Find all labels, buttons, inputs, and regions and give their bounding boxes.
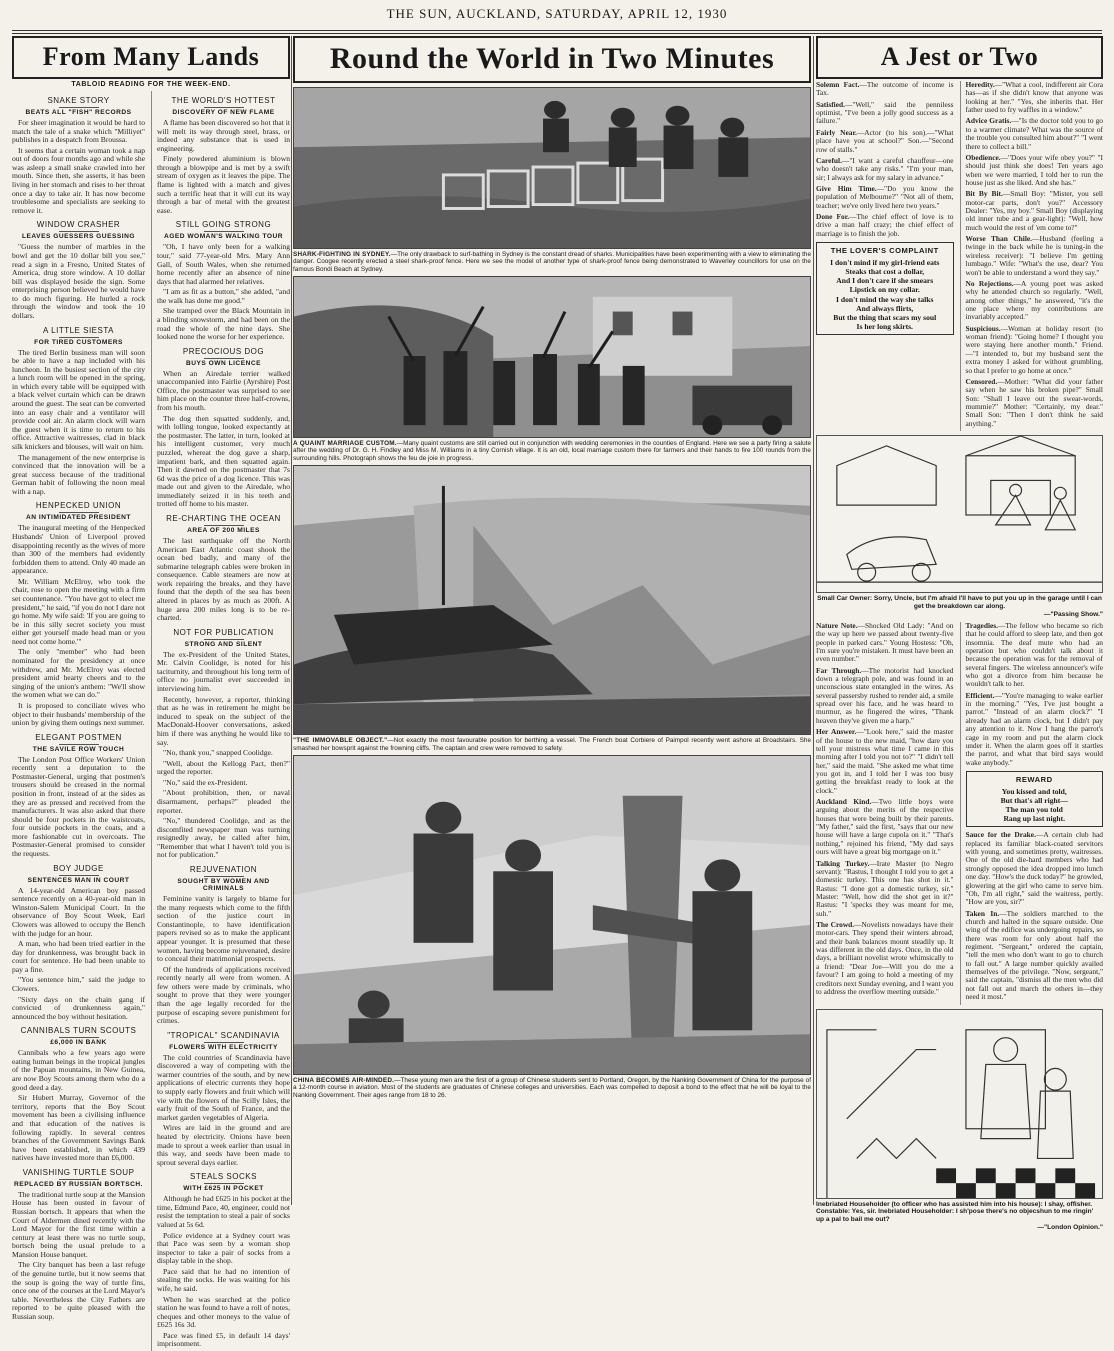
- joke-item: [816, 129, 954, 154]
- cartoon-credit-london-opinion: —"London Opinion.": [1037, 1224, 1103, 1232]
- joke-title: No Rejections.: [965, 278, 1014, 288]
- joke-item: [816, 921, 954, 996]
- story-paragraph: A flame has been discovered so hot that it will melt its way through steel, brass, or indeed any substance that is used in engineering.: [157, 118, 290, 153]
- reward-line: Rang up last night.: [1003, 814, 1066, 824]
- joke-title: Suspicious.: [965, 323, 1001, 333]
- joke-title: Advice Gratis.: [965, 116, 1012, 126]
- poem-title-reward: REWARD: [1015, 774, 1053, 784]
- story-paragraph: When he was searched at the police station he was found to have a roll of notes, cheques and other moneys to the value of £625 16s 3d.: [157, 1294, 290, 1330]
- story-paragraph: Of the hundreds of applications received recently nearly all were from women. A few others were made by criminals, who sought to prove that they were younger than the age legally recorded for the purpose of escaping severe punishment for crimes.: [157, 964, 290, 1026]
- joke-title: Satisfied.: [816, 99, 845, 109]
- story-paragraph: It seems that a certain woman took a nap out of doors four months ago and while she was asleep a small snake crawled into her mouth. Since then, she asserts, it has been living in her stomach and rises to her throat once a day to take air. It has now become troublesome and specialists are seeking to remove it.: [12, 145, 145, 215]
- joke-title: Solemn Fact.: [816, 80, 860, 89]
- joke-body: —"Is the doctor told you to go to a warmer climate? What was the source of the trouble you consulted him about?" "I went there to collect a bill.": [965, 116, 1103, 151]
- story-headline: SNAKE STORY: [12, 96, 145, 108]
- story-paragraph: Although he had £625 in his pocket at the time, Edmund Pace, 40, engineer, could not resist the temptation to steal a pair of socks valued at 5s 6d.: [157, 1194, 290, 1229]
- right-subcolumn-2-bottom: [960, 622, 1104, 1005]
- story-paragraph: "About prohibition, then, or naval disarmament, perhaps?" pleaded the reporter.: [157, 788, 290, 815]
- story-deck: BUYS OWN LICENCE: [185, 359, 262, 367]
- joke-item: [816, 213, 954, 238]
- story-headline: STEALS SOCKS: [157, 1172, 290, 1184]
- joke-body: —A certain club had replaced its familiar black-coated servitors with young, and sometimes pretty, waitresses. One of the old die-hard members who had strongly opposed the idea dropped into lunch one day. "How's the duck today?" he growled, glowering at the girl who came to serve him. "Oh, I'm all right," said the waitress, pertly. "How are you, sir?": [965, 830, 1103, 907]
- joke-item: [966, 235, 1104, 277]
- joke-item: [966, 378, 1104, 428]
- section-subtitle: TABLOID READING FOR THE WEEK-END.: [71, 81, 231, 88]
- joke-body: —"Does your wife obey you?" "I should just think she does! Ten years ago when we were married, I told her to run the house just as she liked. And she has.": [965, 152, 1103, 187]
- story-deck: DISCOVERY OF NEW FLAME: [172, 109, 275, 116]
- poem-line: I don't mind if my girl-friend eats: [830, 258, 940, 268]
- column-rule-left: [291, 36, 292, 1205]
- joke-title: Her Answer.: [816, 727, 857, 737]
- photo-china-air-minded: [293, 755, 811, 1075]
- story-headline: RE-CHARTING THE OCEAN: [157, 514, 290, 526]
- story-deck: THE SAVILE ROW TOUCH: [32, 745, 125, 753]
- poem-line: Steaks that cost a dollar,: [845, 267, 925, 277]
- joke-title: Done For.: [816, 212, 850, 222]
- joke-body: —The outcome of income is Tax.: [816, 80, 954, 98]
- joke-item: [816, 101, 954, 126]
- jest-or-two-section: [816, 36, 1104, 1232]
- joke-item: [966, 831, 1104, 906]
- joke-item: [816, 157, 954, 182]
- story-deck: LEAVES GUESSERS GUESSING: [21, 233, 135, 241]
- joke-title: Bit By Bit.: [965, 189, 1003, 199]
- joke-title: Worse Than Chile.: [965, 234, 1033, 244]
- reward-line: But that's all right—: [1000, 796, 1068, 806]
- story-paragraph: The ex-President of the United States, Mr. Calvin Coolidge, is noted for his taciturnity, and throughout his long term of office no journalist ever succeeded in interviewing him.: [157, 649, 290, 694]
- story-paragraph: A 14-year-old American boy passed sentence recently on a 40-year-old man in Winston-Salem Municipal Court. In the observance of Boy Scout Week, Earl Clowers was allowed to occupy the Bench with the judge for an hour.: [12, 885, 145, 938]
- left-subcolumn-2: [151, 91, 290, 1351]
- story-headline: REJUVENATION: [157, 865, 290, 877]
- story-paragraph: Pace was fined £5, in default 14 days' imprisonment.: [157, 1330, 290, 1349]
- story-paragraph: When an Airedale terrier walked unaccompanied into Fairlie (Ayrshire) Post Office, the postmaster was surprised to see him place on the counter three half-crowns, from his mouth.: [157, 368, 290, 413]
- story-headline: ELEGANT POSTMEN: [12, 733, 145, 745]
- caption-immovable-object: "THE IMMOVABLE OBJECT."—Not exactly the most favourable position for berthing a vessel. The French boat Corbiere of Paimpol recently went ashore at Broadstairs. She smashed her bowsprit against the frowning cliffs. The captain and crew were removed to safety.: [293, 737, 811, 752]
- story-deck: FLOWERS WITH ELECTRICITY: [169, 1043, 278, 1051]
- story-headline: STILL GOING STRONG: [157, 220, 290, 232]
- cartoon-caption-small-car: Small Car Owner: Sorry, Uncle, but I'm afraid I'll have to put you up in the garage until I can get the breakdown car along.: [817, 595, 1102, 610]
- joke-body: —The motorist had knocked down a telegraph pole, and was found in an unconscious state entangled in the wires. As several passersby rushed to render aid, a smile spread over his face, and he was heard to murmur, as he fingered the wires, "Thank heaven they've given me a harp.": [816, 665, 954, 725]
- round-the-world-section: [293, 36, 811, 1205]
- story-paragraph: A man, who had been tried earlier in the day for drunkenness, was brought back in court for sentence. He had been unable to pay a fine.: [12, 939, 145, 974]
- story-deck: SOUGHT BY WOMEN AND CRIMINALS: [177, 878, 270, 893]
- joke-body: —Woman at holiday resort (to woman friend): "Going home? I thought you were staying here another month." Friend.—"I intended to, but my husband sent the extra money I asked for without grumbling, so that I prefer to go home at once.": [965, 323, 1103, 375]
- story-paragraph: She tramped over the Black Mountain in a blinding snowstorm, and had been on the road the whole of the nine days. She looked none the worse for her experience.: [157, 306, 290, 342]
- joke-title: Censored.: [965, 376, 998, 386]
- joke-item: [966, 190, 1104, 232]
- story-headline: THE WORLD'S HOTTEST: [157, 96, 290, 108]
- right-subcolumn-1-top: [816, 81, 954, 431]
- story-headline: BOY JUDGE: [12, 864, 145, 876]
- story-headline: NOT FOR PUBLICATION: [157, 628, 290, 640]
- left-subcolumn-1: [12, 91, 145, 1351]
- joke-body: —"You're managing to wake earlier in the morning." "Yes, I've just bought a parrot." "Instead of an alarm clock?" "I already had an alarm clock, but I didn't pay any attention to it. Now I hang the parrot's cage in my room and put the alarm clock under it. When the alarm goes off it startles the parrot, and what that bird says would wake anybody.": [965, 690, 1103, 767]
- story-paragraph: The traditional turtle soup at the Mansion House has been ousted in favour of Russian bortsch. It appears that when the Court of Aldermen dined recently with the Lord Mayor for the first time within a century at least there was no turtle soup, bortsch being the usual prelude to a Mansion House banquet.: [12, 1189, 145, 1259]
- joke-item: [816, 728, 954, 795]
- joke-item: [816, 798, 954, 857]
- right-subcolumn-1-bottom: [816, 622, 954, 1005]
- caption-china-air-minded: CHINA BECOMES AIR-MINDED.—These young men are the first of a group of Chinese students sent to Portland, Oregon, by the Nanking Government of China for the purpose of a 12-month course in aviation. Most of the students are graduates of Chinese colleges and universities. Each was compelled to deposit a bond to the effect that he will be loyal to the Nanking Government. Their ages range from 18 to 26.: [293, 1076, 811, 1099]
- story-paragraph: Recently, however, a reporter, thinking that as he was in retirement he might be induced to speak on the subject of the MacDonald-Hoover conversations, asked him if there was anything he would like to say.: [157, 694, 290, 747]
- section-title-jest-or-two: A Jest or Two: [816, 36, 1103, 79]
- photo-marriage-custom: [293, 276, 811, 438]
- poem-line: But the thing that scars my soul: [833, 312, 937, 322]
- poem-line: And I don't care if she smears: [836, 276, 934, 286]
- story-headline: PRECOCIOUS DOG: [157, 347, 290, 359]
- joke-title: Obedience.: [965, 152, 1001, 162]
- story-paragraph: The tired Berlin business man will soon be able to have a nap included with his luncheon. In the busiest section of the city a lunch room will be opened in the spring, in which every table will be equipped with a black velvet curtain which can be drawn around the guest. The seat can be converted into an easy chair and a ventilator will provide cool air. An alarm clock will warn the guest when it is time to return to his office. Attractive waitresses, clad in black silk knickers and blouses, will wait on him.: [12, 347, 145, 451]
- joke-body: —"Well," said the penniless optimist, "I've been a jolly good success as a failure.": [816, 99, 954, 126]
- section-title-round-the-world: Round the World in Two Minutes: [293, 36, 811, 83]
- joke-title: Tragedies.: [965, 620, 998, 630]
- story-paragraph: "You sentence him," said the judge to Clowers.: [12, 975, 145, 993]
- masthead-rule: [12, 30, 1102, 31]
- story-paragraph: "No," thundered Coolidge, and as the discomfited newspaper man was turning resignedly away, he called after him, "Remember that what I haven't told you is not for publication.": [157, 816, 290, 860]
- joke-item: [816, 667, 954, 726]
- story-paragraph: Finely powdered aluminium is blown through a blowpipe and is met by a swift stream of oxygen as it leaves the pipe. The flame is lighted with a match and gives such a terrific heat that it will cut its way through a bar of metal with the greatest ease.: [157, 154, 290, 215]
- joke-item: [966, 154, 1104, 187]
- story-deck: SENTENCES MAN IN COURT: [27, 876, 130, 884]
- joke-body: —Small Boy: "Mister, you sell motor-car parts, don't you?" Accessory Dealer: "Yes, my boy." Small Boy (displaying old inner tube and a gear-light): "Well, how much would the rest of 'em come to?": [965, 189, 1103, 232]
- joke-title: The Crowd.: [816, 920, 855, 930]
- story-headline: HENPECKED UNION: [12, 501, 145, 513]
- story-paragraph: "Sixty days on the chain gang if convicted of drunkenness again," announced the boy without hesitation.: [12, 994, 145, 1021]
- story-headline: WINDOW CRASHER: [12, 220, 145, 232]
- story-deck: REPLACED BY RUSSIAN BORTSCH.: [14, 1180, 143, 1188]
- story-paragraph: Wires are laid in the ground and are heated by electricity. Onions have been made to sprout a week earlier than usual in this way, and seeds have been made to sprout several days earlier.: [157, 1123, 290, 1167]
- joke-body: —Novelists nowadays have their motor-cars. They spend their winters abroad, and their bank balances mount steadily up. It was different in the old days. Once, in the old days, a brilliant novelist wrote whimsically to a friend: "Dear Joe—Will you do me a favour? I am going to hold a meeting of my creditors next Sunday evening, and I want you to address the overflow meeting outside.": [816, 920, 954, 996]
- joke-item: [816, 860, 954, 919]
- poem-line: Lipstick on my collar.: [849, 285, 920, 295]
- masthead-rule-double: [12, 33, 1102, 34]
- joke-body: —"Look here," said the master of the house to the new maid, "how dare you tell your mistress what time I came in this morning after I told you not to?" "I didn't tell her," said the maid. "She asked me what time you got in, and I told her I was too busy getting the breakfast ready to look at the clock.": [816, 727, 954, 795]
- reward-line: You kissed and told,: [1001, 786, 1067, 796]
- joke-item: [966, 81, 1104, 114]
- story-paragraph: "Guess the number of marbles in the bowl and get the 10 dollar bill you see," read a sign in a Fresno, United States of America, drug store window. A 10 dollar bill was displayed beside the sign. Some enterprising person believed he would have to do much figuring. He hurled a rock through the window and took the 10 dollars.: [12, 242, 145, 320]
- joke-item: [966, 325, 1104, 375]
- story-paragraph: Cannibals who a few years ago were eating human beings in the tropical jungles of the Papuan mountains, in New Guinea, are now Boy Scouts among them who do a good deed a day.: [12, 1048, 145, 1092]
- story-paragraph: Feminine vanity is largely to blame for the many requests which come to the fifth section of the justice court in Constantinople, to have identification papers revised so as to make the applicant appear younger. It is presumed that these women, having become rejuvenated, desire to conceal their matrimonial prospects.: [157, 894, 290, 964]
- poem-lovers-complaint: [816, 242, 954, 335]
- story-deck: STRONG AND SILENT: [184, 640, 263, 648]
- joke-body: —Irate Master (to Negro servant): "Rastus, I thought I told you to get a domestic turkey. This one has shot in it." Rastus: "I done got a domestic turkey, sir." Master: "Well, how did the shot get in it?" Rastus: "I 'specks they was meant for me, suh.": [816, 858, 954, 918]
- column-rule-right: [813, 36, 814, 1205]
- joke-item: [816, 622, 954, 664]
- joke-body: —Actor (to his son).—"What place have you at school?" Son.—"Second row of stalls.": [816, 127, 954, 154]
- cartoon-inebriated-householder: [816, 1009, 1103, 1199]
- joke-title: Efficient.: [965, 690, 995, 700]
- story-paragraph: It is proposed to conciliate wives who object to their husbands' membership of the union by giving them outings next summer.: [12, 700, 145, 728]
- joke-item: [966, 692, 1104, 767]
- story-paragraph: Police evidence at a Sydney court was that Pace was seen by a woman shop inspector to take a pair of socks from a display table in the shop.: [157, 1230, 290, 1266]
- cartoon-credit-passing-show: —"Passing Show.": [1043, 610, 1103, 618]
- story-paragraph: The London Post Office Workers' Union recently sent a deputation to the Postmaster-General, urging that postmen's trousers should be creased in the normal position in front, instead of at the sides as they are as pressed and received from the manufacturers. It was also asked that there should be four pockets in the waistcoats, four outside pockets in the coats, and a more fashionable cut in overcoats. The Postmaster-General promised to consider the requests.: [12, 754, 145, 859]
- caption-shark-fence: SHARK-FIGHTING IN SYDNEY.—The only drawback to surf-bathing in Sydney is the constant dread of sharks. Municipalities have been experimenting with a view to eliminating the danger. Coogee recently erected a steel shark-proof fence. Here we see the model of another type of shark-proof fence being demonstrated to Waverley councillors for use on the famous Bondi Beach at Sydney.: [293, 251, 811, 273]
- joke-title: Careful.: [816, 155, 842, 165]
- story-paragraph: The inaugural meeting of the Henpecked Husbands' Union of Liverpool proved disappointing recently as the wives of more than 300 of the members had evidently forbidden them to attend. Only 40 made an appearance.: [12, 523, 145, 576]
- joke-body: —"I want a careful chauffeur—one who doesn't take any risks." "I'm your man, sir; I always ask for my salary in advance.": [816, 155, 954, 182]
- story-paragraph: Sir Hubert Murray, Governor of the territory, reports that the Boy Scout movement has been a civilising influence and that education of the natives is following rapidly. In several centres branches of the Government Savings Bank have been established, in which 439 natives have invested more than £6,000.: [12, 1093, 145, 1163]
- poem-line: I don't mind the way she talks: [836, 294, 934, 304]
- story-paragraph: The last earthquake off the North American East Atlantic coast shook the ocean bed badly, and many of the submarine telegraph cables were broken in consequence. Cable steamers are now at work repairing the breaks, and they have found that the depth of the sea has been altered in places by as much as 200ft. A huge area 200 miles long is to be re-charted.: [157, 535, 290, 623]
- joke-body: —A young poet was asked why he attended church so regularly. "Well, among other things," he answered, "it's the one place where my contributions are invariably accepted.": [965, 278, 1103, 322]
- story-paragraph: The City banquet has been a last refuge of the genuine turtle, but it now seems that the soup is going the way of turtle fins, once one of the courses at the Lord Mayor's table. Nevertheless the City Fathers are reported to be quite pleased with the Russian soup.: [12, 1260, 145, 1321]
- joke-body: —Husband (feeling a twinge in the back while he is tuning-in the wireless receiver): "I believe I'm getting lumbago." Wife: "What's the use, dear? You won't be able to understand a word they say.": [965, 234, 1103, 277]
- story-paragraph: "No, thank you," snapped Coolidge.: [163, 748, 273, 758]
- joke-item: [966, 622, 1104, 689]
- story-deck: FOR TIRED CUSTOMERS: [34, 338, 123, 346]
- joke-title: Sauce for the Drake.: [965, 830, 1036, 840]
- joke-body: —Mother: "What did your father say when he saw his broken pipe?" Small Son: "Shall I leave out the swear-words, mummie?" Mother: "Certainly, my dear." Small Son: "Then I don't think he said anything.": [965, 376, 1103, 428]
- story-paragraph: The only "member" who had been nominated for the presidency at once withdrew, and Mr. McElroy was elected president amid hearty cheers and to the singing of the union's anthem: "We'll show the women what we can do.": [12, 647, 145, 700]
- joke-item: [966, 117, 1104, 150]
- joke-body: —The fellow who became so rich that he could afford to sleep late, and then got insomnia. The deaf mute who had an operation but who couldn't talk about it because the operation was for the removal of several fingers. The wireless announcer's wife who got a divorce from him because he wouldn't talk to her.: [965, 620, 1103, 689]
- joke-title: Nature Note.: [816, 620, 858, 630]
- story-deck: £6,000 IN BANK: [50, 1039, 107, 1047]
- joke-title: Auckland Kind.: [816, 797, 872, 807]
- joke-body: —"What a cool, indifferent air Cora has—as if she didn't know that anyone was looking at her." "Yes, she inherits that. Her father used to fry waffles in a window.": [965, 80, 1103, 115]
- story-paragraph: "I am as fit as a button," she added, "and the walk has done me good.": [157, 287, 290, 305]
- story-deck: AN INTIMIDATED PRESIDENT: [26, 514, 131, 522]
- story-headline: "TROPICAL" SCANDINAVIA: [157, 1031, 290, 1043]
- poem-line: And always flirts,: [856, 303, 914, 313]
- story-paragraph: The management of the new enterprise is convinced that the innovation will be a great success because of the traditional German habit of following the noon meal with a nap.: [12, 452, 145, 496]
- photo-shark-fence: [293, 87, 811, 249]
- caption-marriage-custom: A QUAINT MARRIAGE CUSTOM.—Many quaint customs are still carried out in conjunction with wedding ceremonies in the counties of England. Here we see a party firing a salute after the wedding of Dr. G. H. Findley and Miss M. Williams in a tiny Cornish village. It is an old, local marriage custom there for farmers and their hands to fire 100 rounds from the surrounding hills. Photograph shows the feu de joie in progress.: [293, 440, 811, 462]
- joke-body: —Two little boys were arguing about the merits of the respective houses that were being built by their parents. "My father," said the first, "says that our new house will have a large cupola on it." "That's nothing," rejoined his friend, "My dad says ours will have a great big mortgage on it.": [816, 797, 954, 857]
- joke-body: —Shocked Old Lady: "And on the way up here we passed about twenty-five people in parked cars." Young Hostess: "Oh, I'm sure you're mistaken. It must have been an even number.": [816, 620, 954, 664]
- section-title-from-many-lands: From Many Lands: [12, 36, 290, 79]
- story-paragraph: The dog then squatted suddenly, and, with lolling tongue, looked expectantly at the postmaster. The latter, in turn, looked at his intelligent customer, very much puzzled, whereat the dog gave a sharp, impatient bark, and then squatted again. Then it dawned on the postmaster that 7s 6d was the price of a dog licence. This was made out and given to the Airedale, who immediately seized it in his teeth and trotted off home to his master.: [157, 413, 290, 509]
- from-many-lands-section: [12, 36, 290, 1349]
- cartoon-small-car: [816, 435, 1103, 593]
- story-deck: AREA OF 200 MILES: [187, 526, 260, 534]
- joke-item: [966, 280, 1104, 322]
- story-paragraph: "Well, about the Kellogg Pact, then?" urged the reporter.: [157, 758, 290, 777]
- story-paragraph: The cold countries of Scandinavia have discovered a way of competing with the warmer countries of the south, and by new applications of electric currents they hope to supply early flowers and fruit which will vie with the flowers of the Scilly Isles, the early fruit of the South of France, and the market garden vegetables of Algeria.: [157, 1052, 290, 1122]
- joke-item: [966, 910, 1104, 1002]
- joke-title: Taken In.: [965, 908, 1000, 918]
- joke-body: —"Do you know the population of Melbourne?" "Not all of them, teacher; we've only lived here two years.": [816, 183, 954, 210]
- poem-reward: [966, 771, 1104, 827]
- joke-body: —The soldiers marched to the church and halted in the square outside. One wing of the edifice was undergoing repairs, so there was room for only about half the regiment. "Sergeant," ordered the captain, "tell the men who don't want to go to church to fall out." A large number quickly availed themselves of the privilege. "Now, sergeant," said the captain, "dismiss all the men who did not fall out and march the others in—they need it most.": [965, 908, 1104, 1002]
- story-headline: VANISHING TURTLE SOUP: [12, 1168, 145, 1180]
- story-paragraph: "No," said the ex-President.: [163, 777, 248, 787]
- joke-item: [816, 185, 954, 210]
- story-deck: AGED WOMAN'S WALKING TOUR: [163, 233, 284, 241]
- photo-immovable-object: [293, 465, 811, 735]
- joke-body: —The chief effect of love is to drive a man half crazy; the chief effect of marriage is to finish the job.: [816, 212, 954, 238]
- right-subcolumn-2-top: [960, 81, 1104, 431]
- story-paragraph: For sheer imagination it would be hard to match the tale of a snake which "Milliyet" publishes in a despatch from Broussa.: [12, 118, 145, 145]
- story-paragraph: Pace said that he had no intention of stealing the socks. He was waiting for his wife, he said.: [157, 1266, 290, 1294]
- joke-title: Heredity.: [965, 80, 995, 89]
- story-paragraph: Mr. William McElroy, who took the chair, rose to open the meeting with a firm set countenance. "You have got to elect me president," he said, "if you do not I dare not go home. My wife said: 'If you are going to be in this silly secret society you must either get yourself made head man or you need not come home.'": [12, 576, 145, 646]
- joke-title: Talking Turkey.: [816, 858, 870, 868]
- reward-line: The man you told: [1005, 805, 1063, 815]
- joke-title: Far Through.: [816, 665, 862, 675]
- story-paragraph: "Oh, I have only been for a walking tour," said 77-year-old Mrs. Mary Ann Gall, of South Wales, when she returned home recently after an absence of nine days that had alarmed her relatives.: [157, 242, 290, 286]
- masthead: THE SUN, AUCKLAND, SATURDAY, APRIL 12, 1930: [386, 6, 728, 21]
- joke-item: [816, 81, 954, 98]
- joke-title: Fairly Near.: [816, 127, 857, 137]
- story-deck: BEATS ALL "FISH" RECORDS: [25, 109, 132, 116]
- poem-line: Is her long skirts.: [856, 321, 913, 331]
- poem-title: THE LOVER'S COMPLAINT: [830, 246, 939, 256]
- story-deck: WITH £625 IN POCKET: [183, 1185, 264, 1193]
- joke-title: Give Him Time.: [816, 183, 877, 193]
- story-headline: A LITTLE SIESTA: [12, 326, 145, 338]
- cartoon-caption-householder: Inebriated Householder (to officer who has assisted him into his house): I shay, offisher. Constable: Yes, sir. Inebriated Householder: I sh'pose there's no objecshun to me ringin' up a pal to bail me out?: [816, 1200, 1094, 1224]
- story-headline: CANNIBALS TURN SCOUTS: [12, 1026, 145, 1038]
